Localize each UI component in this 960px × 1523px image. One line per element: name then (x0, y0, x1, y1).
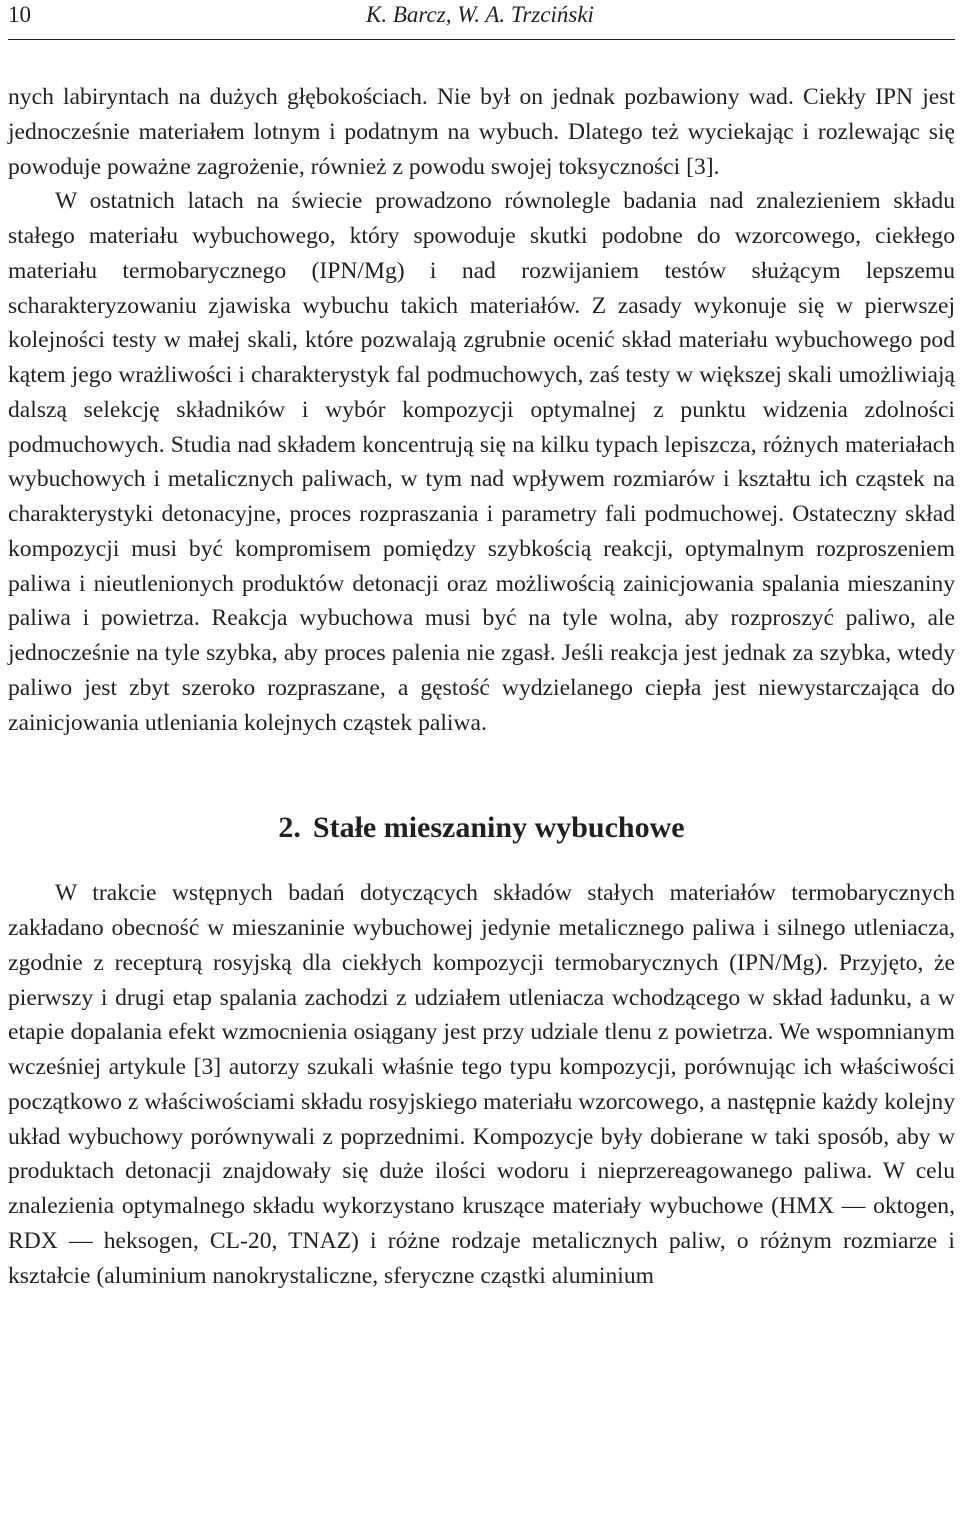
page-header (8, 0, 952, 30)
page-body (8, 80, 955, 1293)
body-paragraph: W ostatnich latach na świecie prowadzono równolegle badania nad znalezieniem składu stałego materiału wybuchowego, który spowoduje skutki podobne do wzorcowego, ciekłego materiału termobarycznego (IPN/Mg) i nad rozwijaniem testów służącym lepszemu scharakteryzowaniu zjawiska wybuchu takich materiałów. Z zasady wykonuje się w pierwszej kolejności testy w małej skali, które pozwalają zgrubnie ocenić skład materiału wybuchowego pod kątem jego wrażliwości i charakterystyk fal podmuchowych, zaś testy w większej skali umożliwiają dalszą selekcję składników i wybór kompozycji optymalnej z punktu widzenia zdolności podmuchowych. Studia nad składem koncentrują się na kilku typach lepiszcza, różnych materiałach wybuchowych i metalicznych paliwach, w tym nad wpływem rozmiarów i kształtu ich cząstek na charakterystyki detonacyjne, proces rozpraszania i parametry fali podmuchowej. Ostateczny skład kompozycji musi być kompromisem pomiędzy szybkością reakcji, optymalnym rozproszeniem paliwa i nieutlenionych produktów detonacji oraz możliwością zainicjowania spalania mieszaniny paliwa i powietrza. Reakcja wybuchowa musi być na tyle wolna, aby rozproszyć paliwo, ale jednocześnie na tyle szybka, aby proces palenia nie zgasł. Jeśli reakcja jest jednak za szybka, wtedy paliwo jest zbyt szeroko rozpraszane, a gęstość wydzielanego ciepła jest niewystarczająca do zainicjowania utleniania kolejnych cząstek paliwa. (8, 188, 955, 736)
header-rule (8, 39, 955, 40)
running-head: K. Barcz, W. A. Trzciński (366, 2, 594, 27)
page-number: 10 (8, 2, 31, 27)
section-title: Stałe mieszaniny wybuchowe (312, 811, 685, 845)
body-paragraph-continued: nych labiryntach na dużych głębokościach. Nie był on jednak pozbawiony wad. Ciekły IPN jest jednocześnie materiałem lotnym i podatnym na wybuch. Dlatego też wyciekając i rozlewając się powoduje poważne zagrożenie, również z powodu swojej toksyczności [3]. (8, 84, 955, 180)
section-number: 2. (278, 811, 301, 845)
section-heading (8, 808, 955, 848)
section-paragraph: W trakcie wstępnych badań dotyczących składów stałych materiałów termobarycznych zakładano obecność w mieszaninie wybuchowej jedynie metalicznego paliwa i silnego utleniacza, zgodnie z recepturą rosyjską dla ciekłych kompozycji termobarycznych (IPN/Mg). Przyjęto, że pierwszy i drugi etap spalania zachodzi z udziałem utleniacza wchodzącego w skład ładunku, a w etapie dopalania efekt wzmocnienia osiągany jest przy udziale tlenu z powietrza. We wspomnianym wcześniej artykule [3] autorzy szukali właśnie tego typu kompozycji, porównując ich właściwości początkowo z właściwościami składu rosyjskiego materiału wzorcowego, a następnie każdy kolejny układ wybuchowy porównywali z poprzednimi. Kompozycje były dobierane w taki sposób, aby w produktach detonacji znajdowały się duże ilości wodoru i nieprzereagowanego paliwa. W celu znalezienia optymalnego składu wykorzystano kruszące materiały wybuchowe (HMX — oktogen, RDX — heksogen, CL-20, TNAZ) i różne rodzaje metalicznych paliw, o różnym rozmiarze i kształcie (aluminium nanokrystaliczne, sferyczne cząstki aluminium (8, 880, 955, 1289)
